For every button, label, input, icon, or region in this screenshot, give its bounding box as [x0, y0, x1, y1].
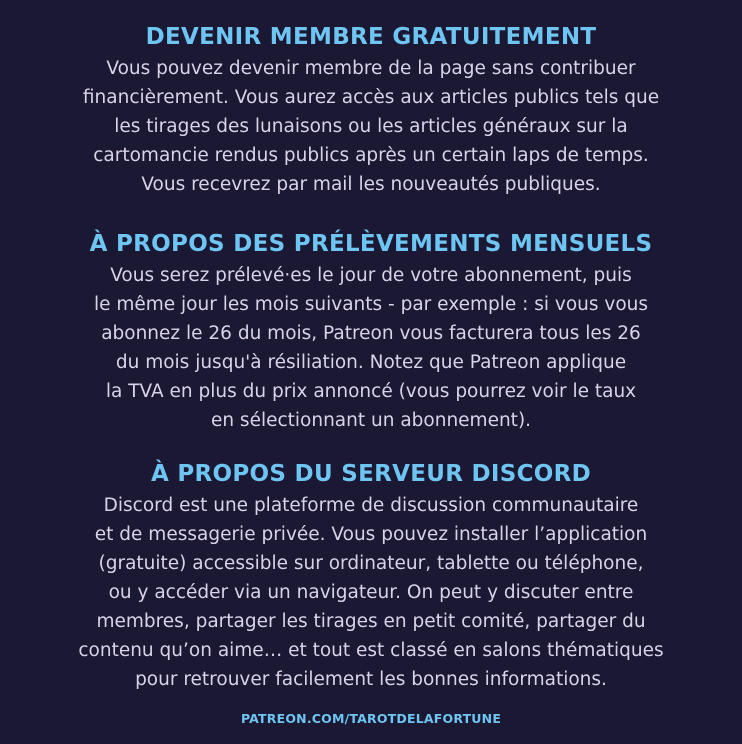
paragraph-line: abonnez le 26 du mois, Patreon vous facturera tous les 26	[101, 323, 641, 344]
section-paragraph	[0, 261, 742, 435]
paragraph-line: en sélectionnant un abonnement).	[210, 410, 532, 431]
section-monthly-payments	[0, 229, 742, 435]
paragraph-line: pour retrouver facilement les bonnes informations.	[135, 669, 607, 690]
paragraph-line: financièrement. Vous aurez accès aux articles publics tels que	[82, 87, 660, 108]
paragraph-line: du mois jusqu'à résiliation. Notez que Patreon applique	[115, 352, 627, 373]
section-discord-server	[0, 459, 742, 694]
section-heading: À PROPOS DES PRÉLÈVEMENTS MENSUELS	[89, 231, 653, 257]
paragraph-line: et de messagerie privée. Vous pouvez installer l’application	[94, 524, 648, 545]
paragraph-line: contenu qu’on aime… et tout est classé en salons thématiques	[78, 640, 664, 661]
paragraph-line: Vous recevrez par mail les nouveautés publiques.	[141, 174, 601, 195]
paragraph-line: ou y accéder via un navigateur. On peut y discuter entre	[108, 582, 634, 603]
paragraph-line: la TVA en plus du prix annoncé (vous pourrez voir le taux	[105, 381, 637, 402]
section-paragraph	[0, 54, 742, 199]
paragraph-line: Discord est une plateforme de discussion communautaire	[103, 495, 639, 516]
section-free-membership	[0, 22, 742, 199]
section-paragraph	[0, 491, 742, 694]
paragraph-line: (gratuite) accessible sur ordinateur, tablette ou téléphone,	[98, 553, 644, 574]
paragraph-line: le même jour les mois suivants - par exemple : si vous vous	[93, 294, 649, 315]
paragraph-line: les tirages des lunaisons ou les articles généraux sur la	[114, 116, 628, 137]
paragraph-line: cartomancie rendus publics après un certain laps de temps.	[93, 145, 649, 166]
paragraph-line: Vous pouvez devenir membre de la page sans contribuer	[106, 58, 636, 79]
section-heading: DEVENIR MEMBRE GRATUITEMENT	[145, 24, 597, 50]
paragraph-line: Vous serez prélevé·es le jour de votre abonnement, puis	[110, 265, 632, 286]
section-heading: À PROPOS DU SERVEUR DISCORD	[150, 461, 592, 487]
footer-url: PATREON.COM/TAROTDELAFORTUNE	[240, 711, 502, 726]
paragraph-line: membres, partager les tirages en petit comité, partager du	[96, 611, 646, 632]
